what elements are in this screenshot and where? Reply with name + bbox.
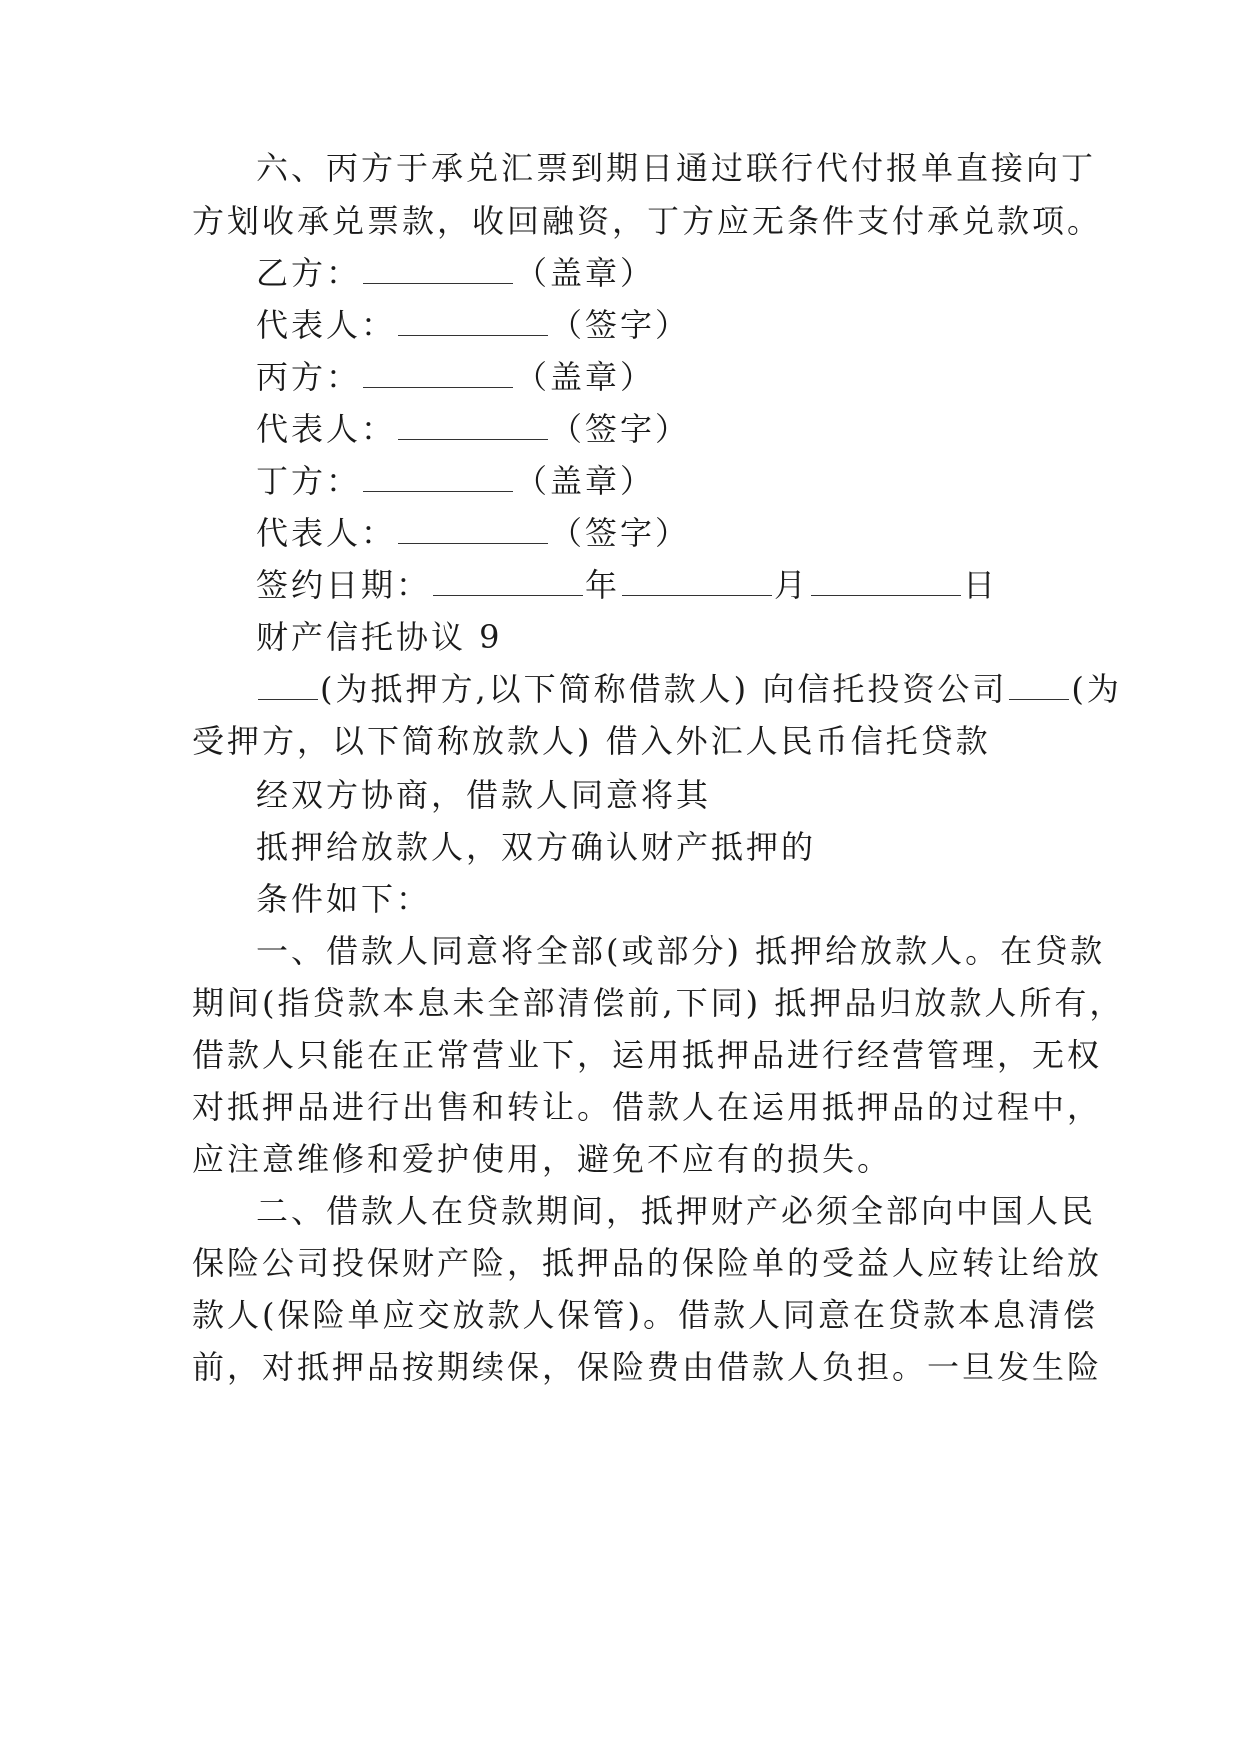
seal-note: （盖章）: [515, 462, 656, 500]
representative-label: 代表人：: [256, 514, 397, 552]
clause-six-line-1: 六、丙方于承兑汇票到期日通过联行代付报单直接向丁: [256, 149, 1097, 187]
representative-c-blank: [398, 409, 548, 440]
lender-blank: [1009, 669, 1069, 700]
representative-d-line: [256, 504, 1136, 562]
day-label: 日: [963, 566, 999, 604]
mortgage-line: 抵押给放款人，双方确认财产抵押的: [256, 828, 817, 866]
clause-one-line-2: 期间(指贷款本息未全部清偿前,下同) 抵押品归放款人所有，: [192, 984, 1125, 1022]
month-label: 月: [774, 566, 810, 604]
seal-note: （盖章）: [515, 254, 656, 292]
year-blank: [433, 565, 583, 596]
conditions-line: 条件如下：: [256, 880, 432, 918]
clause-one-line-1: 一、借款人同意将全部(或部分) 抵押给放款人。在贷款: [256, 932, 1106, 970]
clause-one-line-3: 借款人只能在正常营业下，运用抵押品进行经营管理，无权: [192, 1036, 1103, 1074]
representative-b-blank: [398, 305, 548, 336]
party-b-blank: [363, 253, 513, 284]
clause-one-line-5: 应注意维修和爱护使用，避免不应有的损失。: [192, 1140, 893, 1178]
representative-c-line: [256, 400, 1136, 458]
party-c-seal-line: [256, 348, 1136, 406]
clause-two-line-1: 二、借款人在贷款期间，抵押财产必须全部向中国人民: [256, 1192, 1097, 1230]
party-d-seal-line: [256, 452, 1136, 510]
signature-note: （签字）: [550, 514, 691, 552]
party-d-blank: [363, 461, 513, 492]
month-blank: [622, 565, 772, 596]
representative-label: 代表人：: [256, 410, 397, 448]
party-b-seal-line: [256, 244, 1136, 302]
clause-two-line-4: 前，对抵押品按期续保，保险费由借款人负担。一旦发生险: [192, 1348, 1103, 1386]
seal-note: （盖章）: [515, 358, 656, 396]
clause-two-line-2: 保险公司投保财产险，抵押品的保险单的受益人应转让给放: [192, 1244, 1103, 1282]
party-d-label: 丁方：: [256, 462, 362, 500]
agreement-title: 财产信托协议 9: [256, 618, 503, 656]
representative-d-blank: [398, 513, 548, 544]
clause-two-line-3: 款人(保险单应交放款人保管)。借款人同意在贷款本息清偿: [192, 1296, 1098, 1334]
party-b-label: 乙方：: [256, 254, 362, 292]
clause-one-line-4: 对抵押品进行出售和转让。借款人在运用抵押品的过程中，: [192, 1088, 1103, 1126]
parties-intro-text-2: (为: [1071, 670, 1122, 708]
borrower-blank: [258, 669, 318, 700]
party-c-blank: [363, 357, 513, 388]
representative-label: 代表人：: [256, 306, 397, 344]
parties-intro-line-2: 受押方，以下简称放款人) 借入外汇人民币信托贷款: [192, 722, 991, 760]
parties-intro-line-1: [256, 660, 1136, 718]
clause-six-line-2: 方划收承兑票款，收回融资，丁方应无条件支付承兑款项。: [192, 202, 1103, 240]
consultation-line: 经双方协商，借款人同意将其: [256, 776, 712, 814]
day-blank: [811, 565, 961, 596]
signature-note: （签字）: [550, 306, 691, 344]
year-label: 年: [585, 566, 621, 604]
signing-date-label: 签约日期：: [256, 566, 432, 604]
parties-intro-text-1: (为抵押方,以下简称借款人) 向信托投资公司: [320, 670, 1008, 708]
representative-b-line: [256, 296, 1136, 354]
party-c-label: 丙方：: [256, 358, 362, 396]
signature-note: （签字）: [550, 410, 691, 448]
signing-date-line: [256, 556, 1136, 614]
